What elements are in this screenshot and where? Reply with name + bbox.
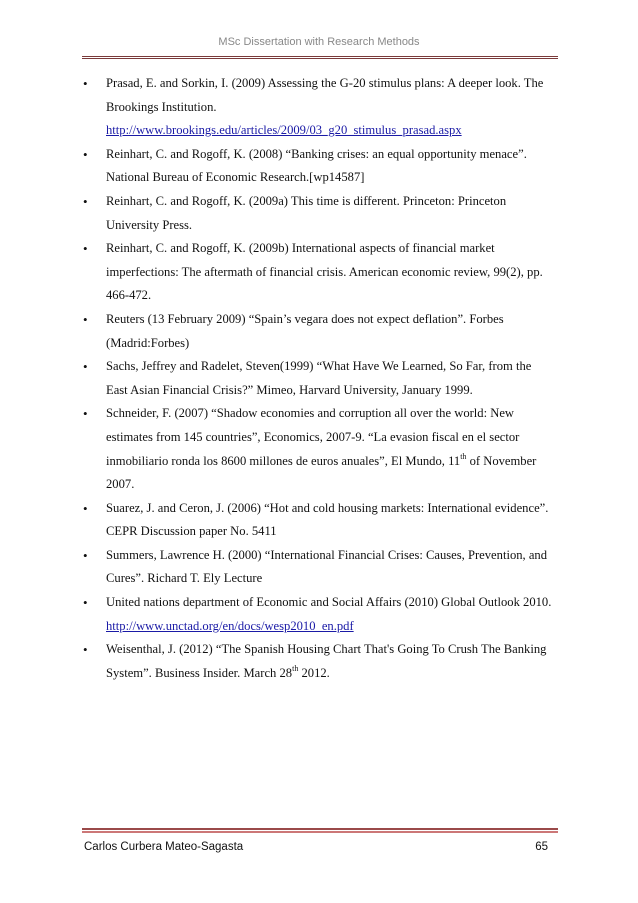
reference-text: Sachs, Jeffrey and Radelet, Steven(1999) “What Have We Learned, So Far, from the East Asian Financial Crisis?” Mimeo, Harvard University, January 1999. — [106, 359, 532, 397]
reference-item — [83, 638, 553, 685]
reference-item — [83, 143, 553, 190]
footer-author: Carlos Curbera Mateo-Sagasta — [84, 841, 244, 853]
header-divider — [82, 56, 558, 59]
reference-link[interactable]: http://www.unctad.org/en/docs/wesp2010_en.pdf — [106, 618, 354, 633]
superscript: th — [292, 663, 299, 673]
reference-item — [83, 308, 553, 355]
reference-list — [83, 72, 553, 685]
reference-text: Prasad, E. and Sorkin, I. (2009) Assessing the G-20 stimulus plans: A deeper look. The Brookings Institution. — [106, 76, 544, 114]
reference-text: United nations department of Economic and Social Affairs (2010) Global Outlook 2010. — [106, 595, 552, 610]
reference-item — [83, 591, 553, 638]
reference-text: Reuters (13 February 2009) “Spain’s vegara does not expect deflation”. Forbes (Madrid:Forbes) — [106, 311, 504, 350]
reference-item — [83, 355, 553, 402]
reference-item — [83, 402, 553, 496]
reference-item — [83, 544, 553, 591]
reference-link[interactable]: http://www.brookings.edu/articles/2009/03_g20_stimulus_prasad.aspx — [106, 123, 462, 138]
reference-text-tail: of November 2007. — [106, 453, 537, 492]
reference-text: Reinhart, C. and Rogoff, K. (2009a) This time is different. Princeton: Princeton University Press. — [106, 193, 507, 232]
page-header-title: MSc Dissertation with Research Methods — [218, 36, 420, 48]
reference-text: Schneider, F. (2007) “Shadow economies and corruption all over the world: New estimates from 145 countries”, Economics, 2007-9. “La evasion fiscal en el sector inmobiliario ronda los 8600 millones de euros anuales”, El Mundo, 11 — [106, 406, 520, 468]
reference-text: Weisenthal, J. (2012) “The Spanish Housing Chart That's Going To Crush The Banking System”. Business Insider. March 28 — [106, 642, 547, 680]
footer-divider — [82, 828, 558, 833]
superscript: th — [460, 451, 467, 461]
page-number: 65 — [535, 841, 548, 853]
reference-item — [83, 72, 553, 143]
reference-item — [83, 237, 553, 308]
reference-item — [83, 190, 553, 237]
reference-text: Summers, Lawrence H. (2000) “International Financial Crises: Causes, Prevention, and Cures”. Richard T. Ely Lecture — [106, 547, 548, 586]
reference-item — [83, 497, 553, 544]
reference-text: Suarez, J. and Ceron, J. (2006) “Hot and cold housing markets: International evidence”. CEPR Discussion paper No. 5411 — [106, 500, 549, 539]
reference-text: Reinhart, C. and Rogoff, K. (2008) “Banking crises: an equal opportunity menace”. National Bureau of Economic Research.[wp14587] — [106, 146, 527, 185]
reference-text: Reinhart, C. and Rogoff, K. (2009b) International aspects of financial market imperfections: The aftermath of financial crisis. American economic review, 99(2), pp. 466-472. — [106, 241, 543, 303]
reference-text-tail: 2012. — [298, 665, 330, 680]
